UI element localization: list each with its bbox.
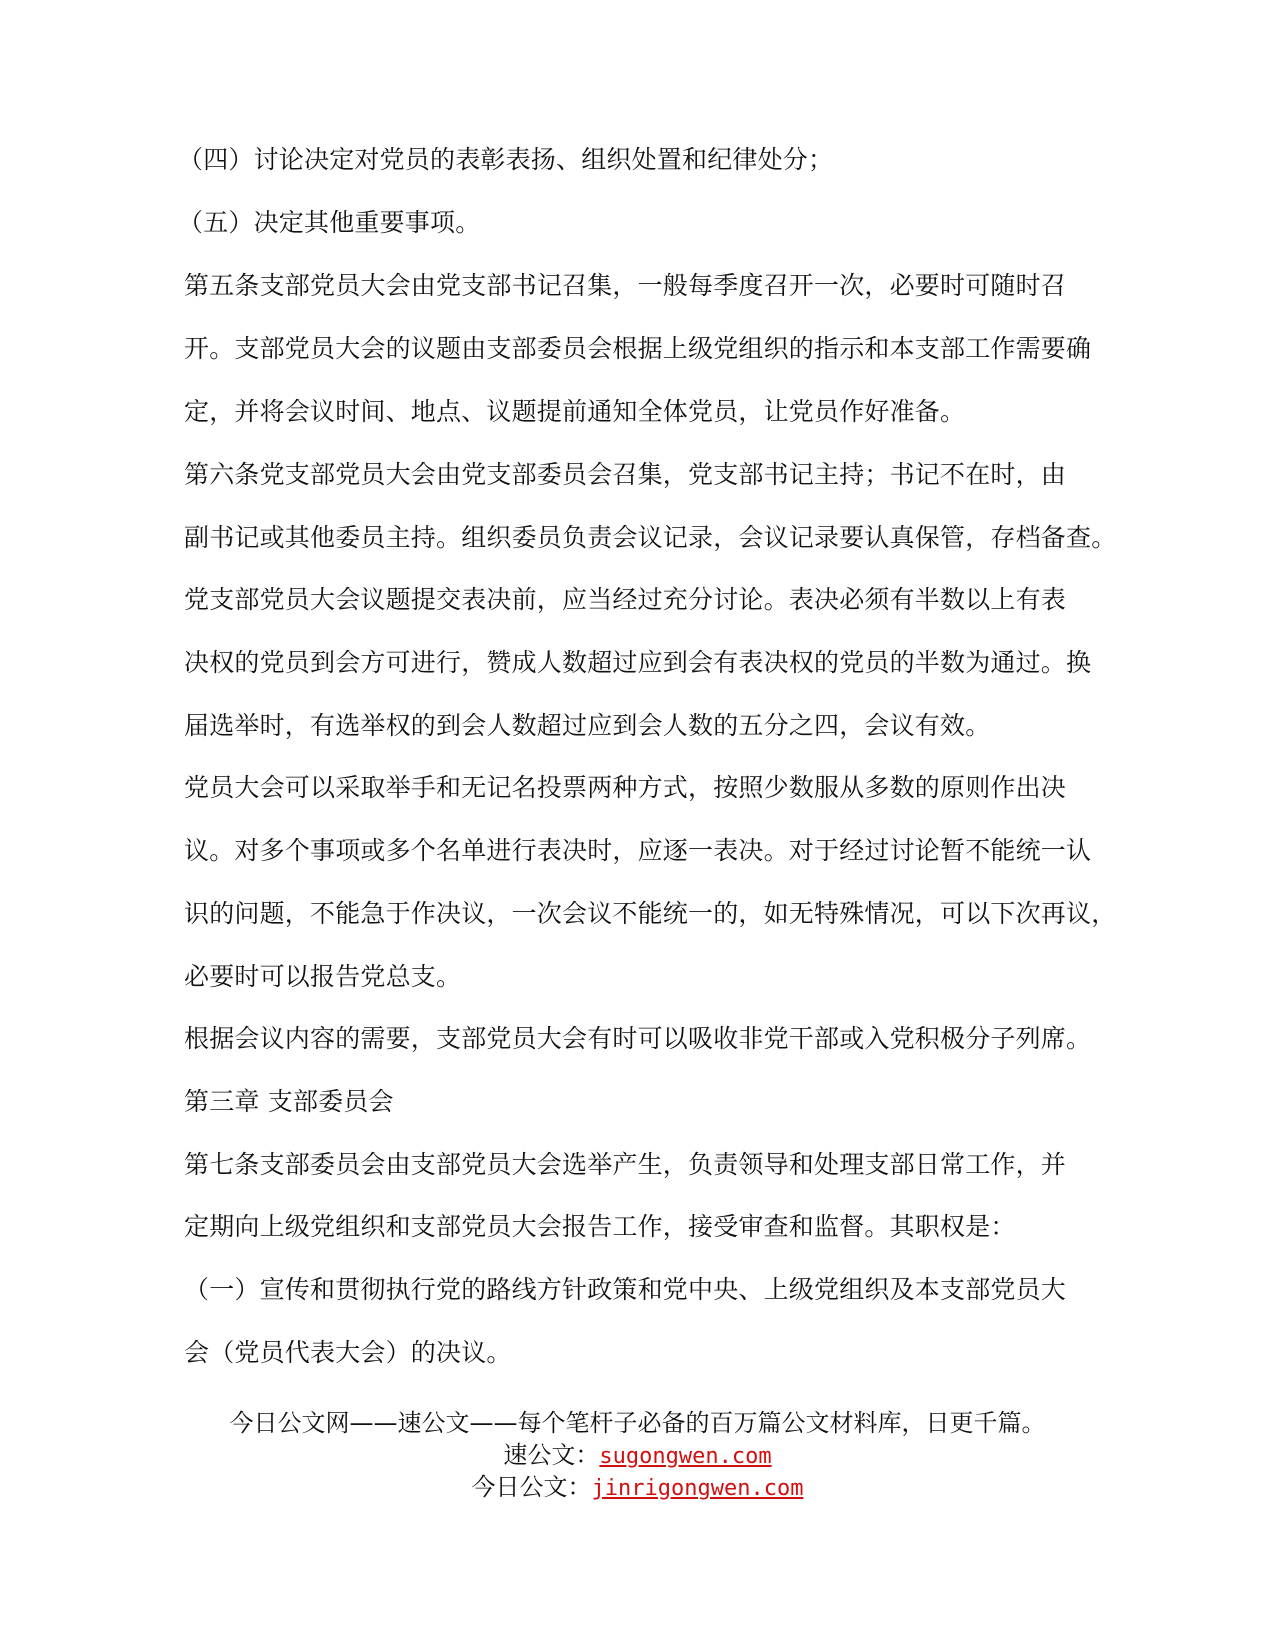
- footer-tagline: 今日公文网——速公文——每个笔杆子必备的百万篇公文材料库，日更千篇。: [229, 1409, 1046, 1437]
- text-line: 必要时可以报告党总支。: [184, 962, 462, 991]
- text-line: 决权的党员到会方可进行，赞成人数超过应到会有表决权的党员的半数为通过。换: [184, 648, 1092, 677]
- footer-site2-link[interactable]: jinrigongwen.com: [591, 1476, 804, 1501]
- text-line: 副书记或其他委员主持。组织委员负责会议记录，会议记录要认真保管，存档备查。: [184, 523, 1117, 552]
- footer-site1: [0, 1440, 1275, 1472]
- footer-site2-label: 今日公文：: [471, 1473, 592, 1501]
- text-line: 议。对多个事项或多个名单进行表决时，应逐一表决。对于经过讨论暂不能统一认: [184, 836, 1092, 865]
- text-line: 第五条支部党员大会由党支部书记召集，一般每季度召开一次，必要时可随时召: [184, 271, 1067, 300]
- text-line: （一）宣传和贯彻执行党的路线方针政策和党中央、上级党组织及本支部党员大: [184, 1275, 1067, 1304]
- text-line: 第六条党支部党员大会由党支部委员会召集，党支部书记主持；书记不在时，由: [184, 460, 1067, 489]
- footer-site1-link[interactable]: sugongwen.com: [599, 1444, 772, 1469]
- text-line: 届选举时，有选举权的到会人数超过应到会人数的五分之四，会议有效。: [184, 711, 991, 740]
- chapter-heading: 第三章 支部委员会: [184, 1087, 394, 1116]
- text-line: 会（党员代表大会）的决议。: [184, 1338, 512, 1367]
- text-line: 定，并将会议时间、地点、议题提前通知全体党员，让党员作好准备。: [184, 397, 966, 426]
- text-line: （四）讨论决定对党员的表彰表扬、组织处置和纪律处分；: [178, 145, 834, 174]
- text-line: 定期向上级党组织和支部党员大会报告工作，接受审查和监督。其职权是：: [184, 1212, 1016, 1241]
- footer-site2: [0, 1472, 1275, 1504]
- text-line: 党支部党员大会议题提交表决前，应当经过充分讨论。表决必须有半数以上有表: [184, 585, 1067, 614]
- text-line: 开。支部党员大会的议题由支部委员会根据上级党组织的指示和本支部工作需要确: [184, 334, 1092, 363]
- footer-site1-label: 速公文：: [503, 1441, 600, 1469]
- text-line: 根据会议内容的需要，支部党员大会有时可以吸收非党干部或入党积极分子列席。: [184, 1024, 1092, 1053]
- text-line: 第七条支部委员会由支部党员大会选举产生，负责领导和处理支部日常工作，并: [184, 1150, 1067, 1179]
- text-line: 识的问题，不能急于作决议，一次会议不能统一的，如无特殊情况，可以下次再议，: [184, 899, 1117, 928]
- text-line: （五）决定其他重要事项。: [178, 208, 481, 237]
- text-line: 党员大会可以采取举手和无记名投票两种方式，按照少数服从多数的原则作出决: [184, 773, 1067, 802]
